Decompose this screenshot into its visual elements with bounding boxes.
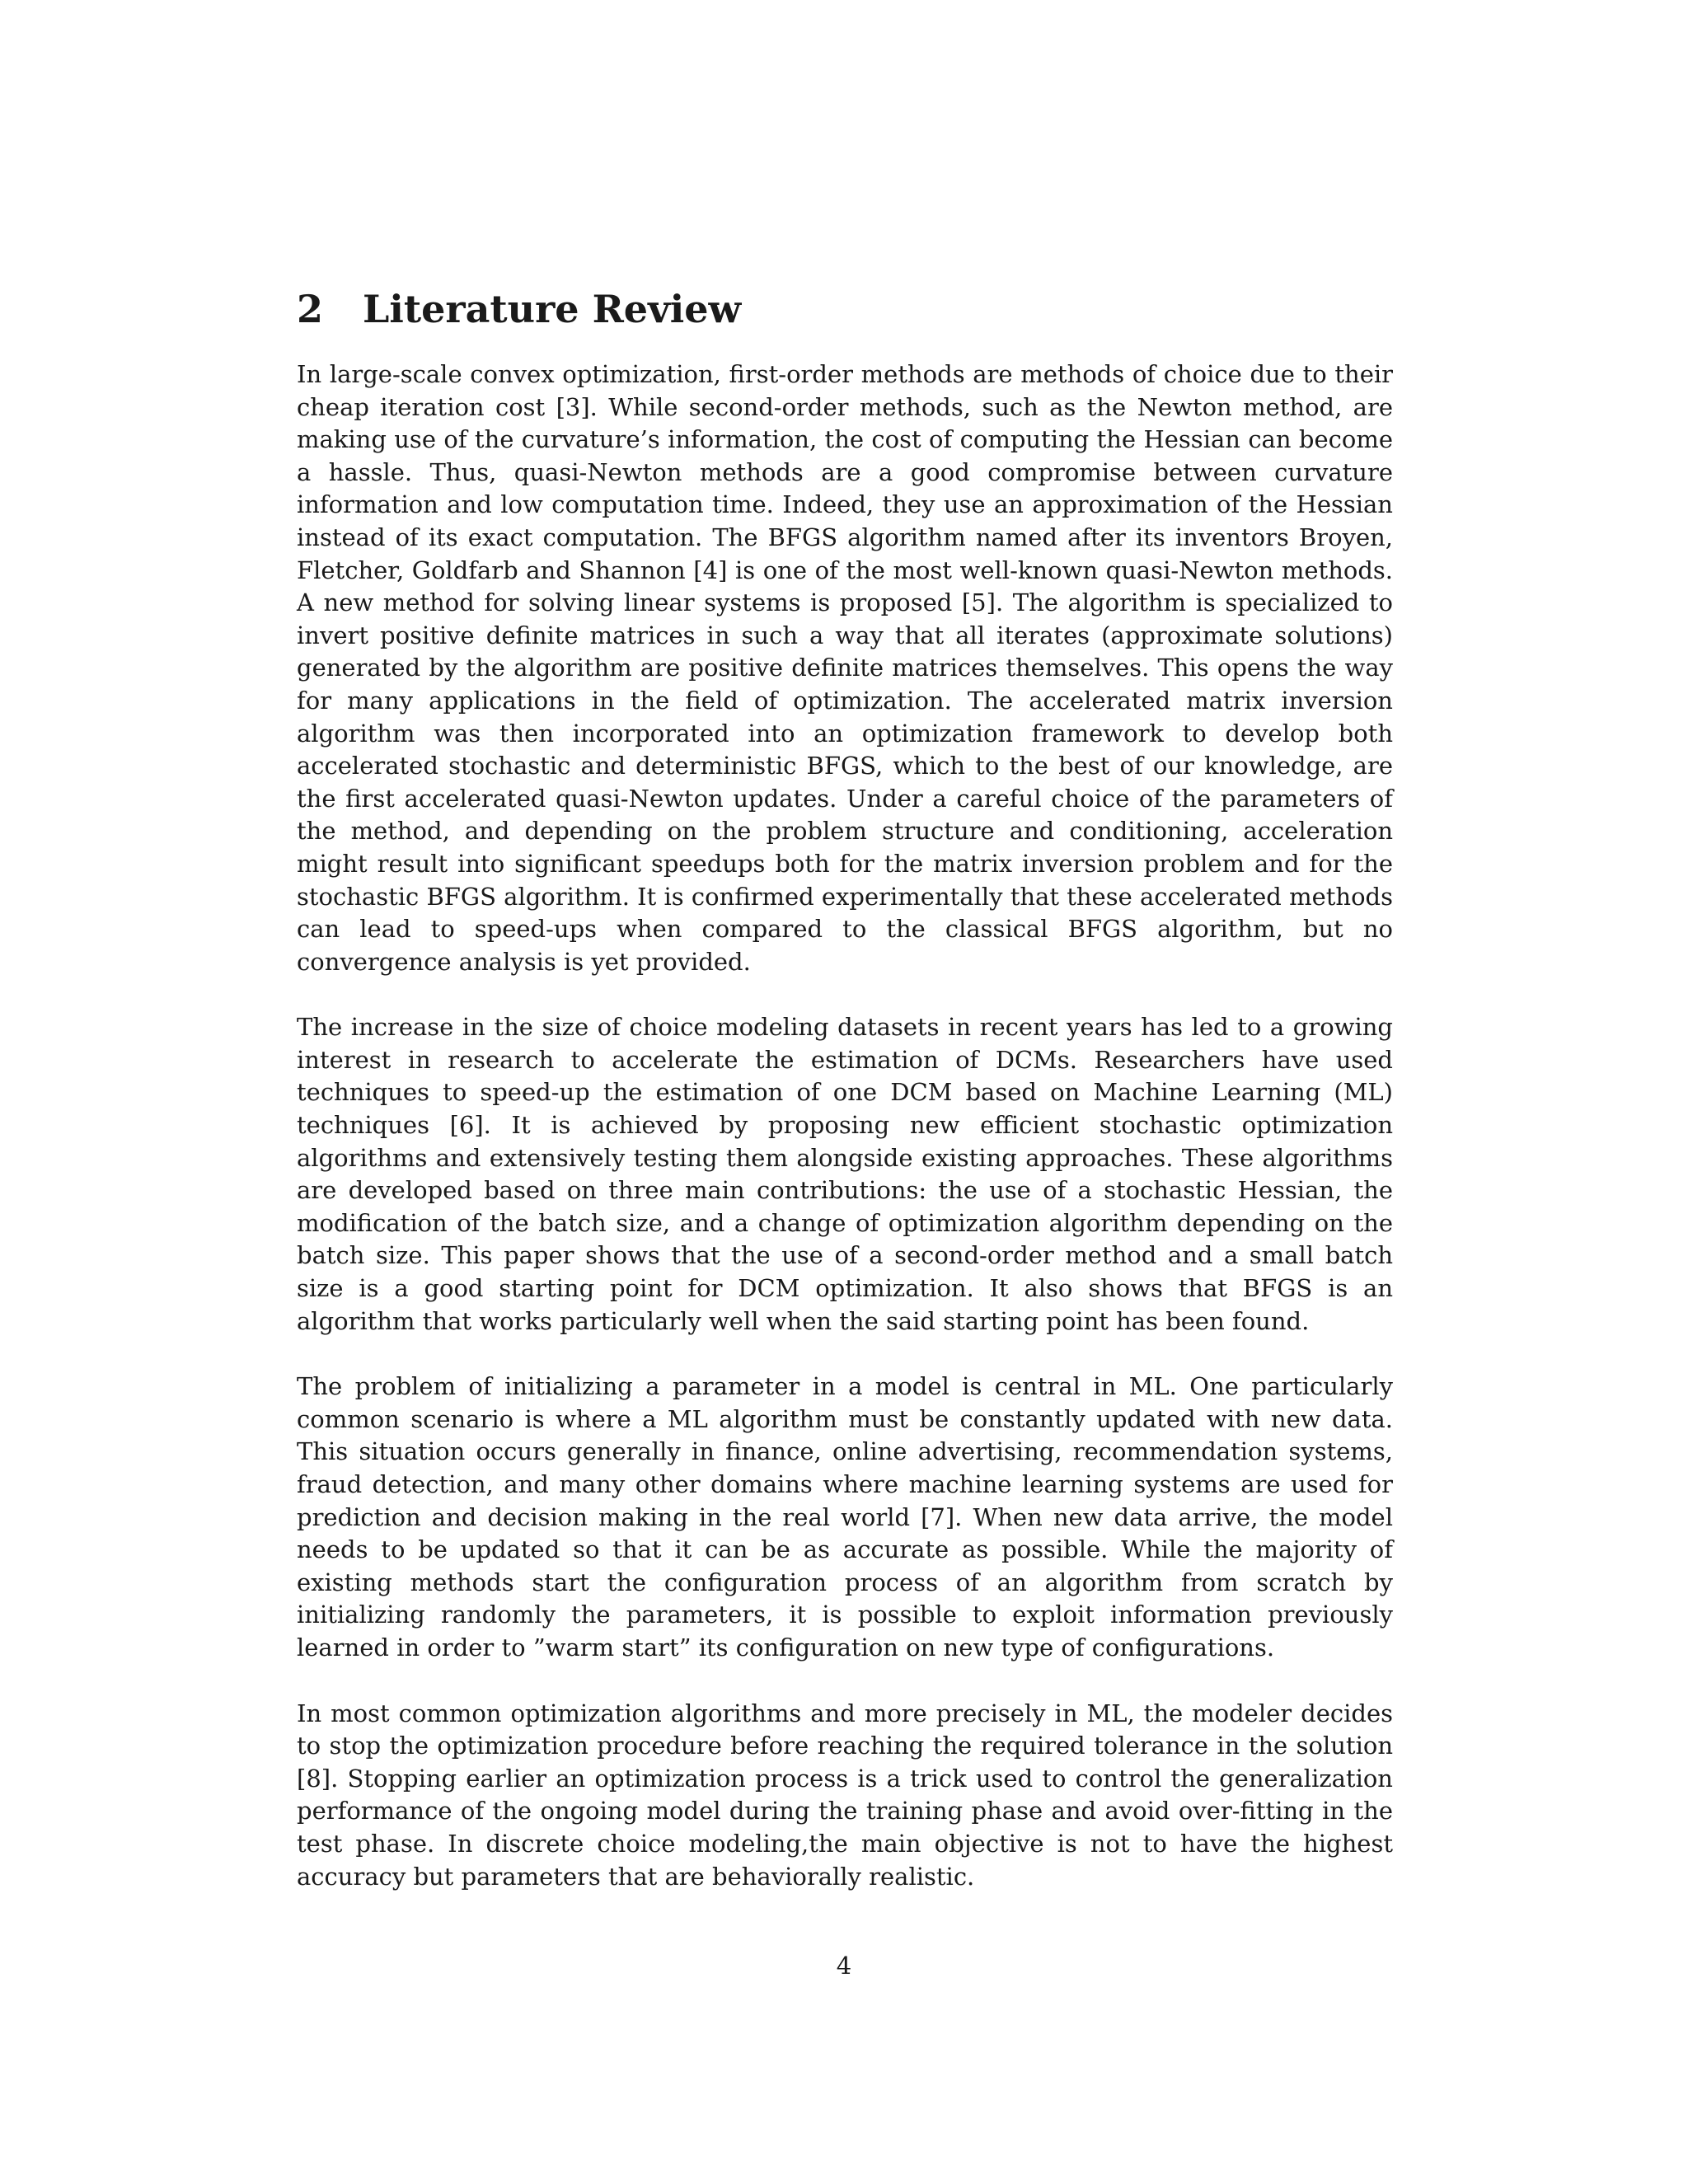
paragraph-1: In large-scale convex optimization, first-order methods are methods of choice due to their cheap iteration cost [3]. While second-order methods, such as the Newton method, are making use of the curvature’s information, the cost of computing the Hessian can become a hassle. Thus, quasi-Newton methods are a good compromise between curvature information and low computation time. Indeed, they use an approximation of the Hessian instead of its exact computation. The BFGS algorithm named after its inventors Broyen, Fletcher, Goldfarb and Shannon [4] is one of the most well-known quasi-Newton methods. A new method for solving linear systems is proposed [5]. The algorithm is specialized to invert positive definite matrices in such a way that all iterates (approximate solutions) generated by the algorithm are positive definite matrices themselves. This opens the way for many applications in the field of optimization. The accelerated matrix inversion algorithm was then incorporated into an optimization framework to develop both accelerated stochastic and deterministic BFGS, which to the best of our knowledge, are the first accelerated quasi-Newton updates. Under a careful choice of the parameters of the method, and depending on the problem structure and conditioning, acceleration might result into significant speedups both for the matrix inversion problem and for the stochastic BFGS algorithm. It is confirmed experimentally that these accelerated methods can lead to speed-ups when compared to the classical BFGS algorithm, but no convergence analysis is yet provided.: [297, 360, 1393, 976]
section-heading: [297, 284, 1393, 334]
page-number: 4: [836, 1952, 852, 1980]
body-text: [297, 359, 1393, 1926]
paragraph-3: The problem of initializing a parameter in a model is central in ML. One particularly common scenario is where a ML algorithm must be constantly updated with new data. This situation occurs generally in finance, online advertising, recommendation systems, fraud detection, and many other domains where machine learning systems are used for prediction and decision making in the real world [7]. When new data arrive, the model needs to be updated so that it can be as accurate as possible. While the majority of existing methods start the configuration process of an algorithm from scratch by initializing randomly the parameters, it is possible to exploit information previously learned in order to ”warm start” its configuration on new type of configurations.: [297, 1372, 1393, 1661]
section-title: Literature Review: [363, 287, 742, 331]
paragraph-2: The increase in the size of choice modeling datasets in recent years has led to a growing interest in research to accelerate the estimation of DCMs. Researchers have used techniques to speed-up the estimation of one DCM based on Machine Learning (ML) techniques [6]. It is achieved by proposing new efficient stochastic optimization algorithms and extensively testing them alongside existing approaches. These algorithms are developed based on three main contributions: the use of a stochastic Hessian, the modification of the batch size, and a change of optimization algorithm depending on the batch size. This paper shows that the use of a second-order method and a small batch size is a good starting point for DCM optimization. It also shows that BFGS is an algorithm that works particularly well when the said starting point has been found.: [297, 1013, 1393, 1335]
section-number: 2: [297, 287, 324, 331]
paragraph-4: In most common optimization algorithms and more precisely in ML, the modeler decides to stop the optimization procedure before reaching the required tolerance in the solution [8]. Stopping earlier an optimization process is a trick used to control the generalization performance of the ongoing model during the training phase and avoid over-fitting in the test phase. In discrete choice modeling,the main objective is not to have the highest accuracy but parameters that are behaviorally realistic.: [297, 1699, 1393, 1891]
